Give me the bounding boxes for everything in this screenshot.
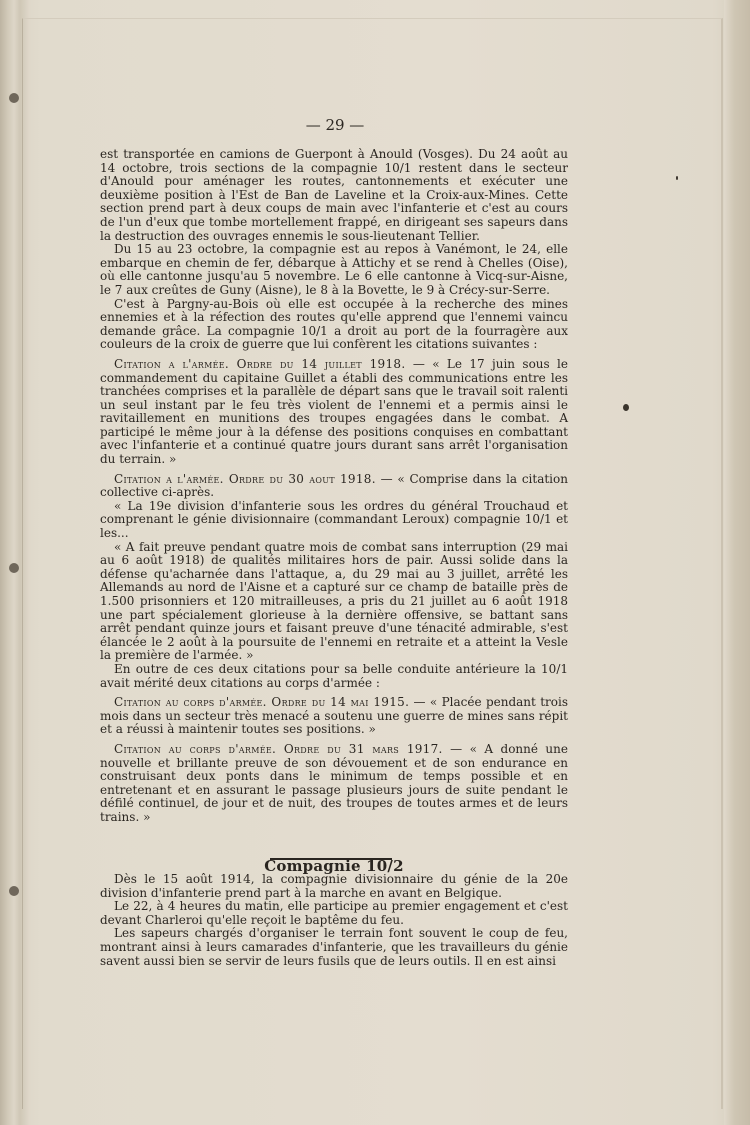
citation-paragraph [100, 473, 568, 500]
citation-heading: Citation au corps d'armée. Ordre du 31 mars 1917. [114, 741, 443, 756]
citation-paragraph [100, 358, 568, 467]
document-body [100, 148, 568, 968]
page-right-edge [724, 0, 750, 1125]
citation-paragraph [100, 743, 568, 825]
citation-quote: « A fait preuve pendant quatre mois de combat sans interruption (29 mai au 6 août 1918) de qualités militaires hors de pair. Aussi solide dans la défense qu'acharnée dans l'attaque, a, du 29 mai au 3 juillet, arrêté les Allemands au nord de l'Aisne et a capturé sur ce champ de bataille près de 1.500 prisonniers et 120 mitrailleuses, a pris du 21 juillet au 6 août 1918 une part spécialement glorieuse à la dernière offensive, se battant sans arrêt pendant quinze jours et faisant preuve d'une ténacité admirable, s'est élancée le 2 août à la poursuite de l'ennemi en retraite et a atteint la Vesle la première de l'armée. » [100, 539, 568, 663]
citation-text: — « A donné une nouvelle et brillante preuve de son dévouement et de son endurance en construisant deux ponts dans le minimum de temps possible et en entretenant et en assurant le passage plusieurs jours de suite pendant le défilé continuel, de jour et de nuit, des troupes de toutes armes et de leurs trains. » [100, 741, 568, 824]
paragraph: C'est à Pargny-au-Bois où elle est occupée à la recherche des mines ennemies et à la réfection des routes qu'elle apprend que l'ennemi vaincu demande grâce. La compagnie 10/1 a droit au port de la fourragère aux couleurs de la croix de guerre que lui confèrent les citations suivantes : [100, 296, 568, 352]
citation-heading: Citation a l'armée. Ordre du 14 juillet 1918. [114, 356, 406, 371]
citation-heading: Citation au corps d'armée. Ordre du 14 mai 1915. [114, 695, 410, 710]
citation-heading: Citation a l'armée. Ordre du 30 aout 1918. [114, 471, 376, 486]
section-title: Compagnie 10/2 [264, 856, 404, 875]
citation-text: — « Placée pendant trois mois dans un secteur très menacé a soutenu une guerre de mines sans répit et a réussi à maintenir toutes ses positions. » [100, 695, 568, 737]
citation-quote: « La 19e division d'infanterie sous les ordres du général Trouchaud et comprenant le génie divisionnaire (commandant Leroux) compagnie 10/1 et les... [100, 498, 568, 541]
citation-text: — « Comprise dans la citation collective ci-après. [100, 471, 568, 500]
paragraph: Dès le 15 août 1914, la compagnie divisionnaire du génie de la 20e division d'infanterie prend part à la marche en avant en Belgique. [100, 872, 568, 900]
binding-hole [9, 563, 19, 573]
paragraph: est transportée en camions de Guerpont à Anould (Vosges). Du 24 août au 14 octobre, trois sections de la compagnie 10/1 restent dans le secteur d'Anould pour aménager les routes, cantonnements et exécuter une deuxième position à l'Est de Ban de Laveline et la Croix-aux-Mines. Cette section prend part à deux coups de main avec l'infanterie et c'est au cours de l'un d'eux que tombe mortellement frappé, en dirigeant ses sapeurs dans la destruction des ouvrages ennemis le sous-lieutenant Tellier. [100, 147, 568, 243]
citation-paragraph [100, 696, 568, 737]
paragraph: Du 15 au 23 octobre, la compagnie est au repos à Vanémont, le 24, elle embarque en chemin de fer, débarque à Attichy et se rend à Chelles (Oise), où elle cantonne jusqu'au 5 novembre. Le 6 elle cantonne à Vicq-sur-Aisne, le 7 aux creûtes de Guny (Aisne), le 8 à la Bovette, le 9 à Crécy-sur-Serre. [100, 242, 568, 297]
binding-hole [9, 93, 19, 103]
paragraph: Le 22, à 4 heures du matin, elle participe au premier engagement et c'est devant Charleroi qu'elle reçoit le baptême du feu. [100, 899, 568, 927]
ink-speck [623, 404, 629, 411]
paragraph: En outre de ces deux citations pour sa belle conduite antérieure la 10/1 avait mérité deux citations au corps d'armée : [100, 661, 568, 690]
ink-speck [676, 176, 678, 180]
page-number: — 29 — [305, 116, 365, 134]
binding-hole [9, 886, 19, 896]
citation-text: — « Le 17 juin sous le commandement du capitaine Guillet a établi des communications entre les tranchées comprises et la parallèle de départ sans que le travail soit ralenti un seul instant par le feu très violent de l'ennemi et a permis ainsi le ravitaillement en munitions des troupes engagées dans le combat. A participé le même jour à la défense des positions conquises en combattant avec l'infanterie et a continué quatre jours durant sans arrêt l'organisation du terrain. » [100, 356, 568, 467]
paragraph: Les sapeurs chargés d'organiser le terrain font souvent le coup de feu, montrant ainsi à leurs camarades d'infanterie, que les travailleurs du génie savent aussi bien se servir de leurs fusils que de leurs outils. Il en est ainsi [100, 926, 568, 968]
